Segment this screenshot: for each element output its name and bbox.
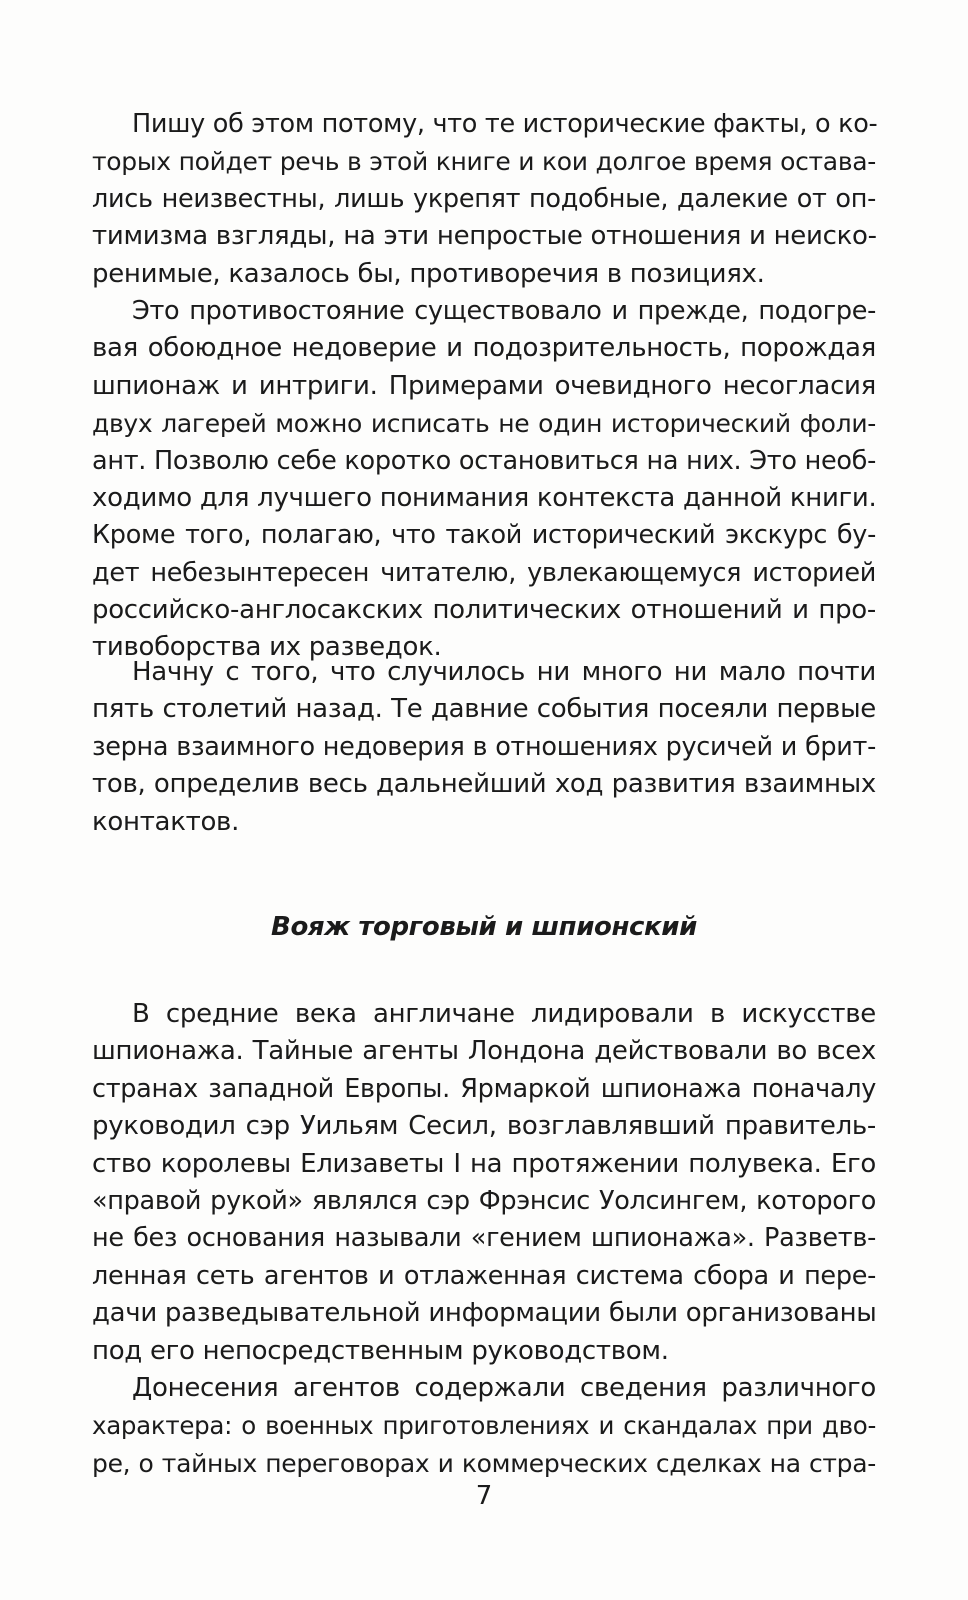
text-line: тивоборства их разведок. [92, 632, 442, 663]
text-line: дачи разведывательной информации были организованы [92, 1298, 877, 1329]
text-line: ант. Позволю себе коротко остановиться на них. Это необ- [92, 445, 876, 476]
text-line: дет небезынтересен читателю, увлекающемуся историей [92, 557, 876, 588]
text-line: Кроме того, полагаю, что такой исторический экскурс бу- [92, 520, 876, 551]
text-block-bottom [92, 996, 876, 1482]
text-line: пять столетий назад. Те давние события посеяли первые [92, 694, 876, 725]
text-line: вая обоюдное недоверие и подозрительность, порождая [92, 333, 876, 364]
text-line: тимизма взгляды, на эти непростые отношения и неиско- [92, 221, 877, 252]
text-line: Пишу об этом потому, что те исторические факты, о ко- [132, 109, 878, 139]
text-line: В средние века англичане лидировали в искусстве [132, 999, 876, 1029]
text-block-middle [92, 654, 876, 841]
text-line: «правой рукой» являлся сэр Фрэнсис Уолсингем, которого [92, 1185, 876, 1216]
text-line: шпионаж и интриги. Примерами очевидного несогласия [92, 370, 876, 401]
text-line: руководил сэр Уильям Сесил, возглавлявший правитель- [92, 1111, 876, 1142]
text-line: Начну с того, что случилось ни много ни мало почти [132, 657, 876, 687]
text-line: двух лагерей можно исписать не один исторический фоли- [92, 409, 876, 439]
text-line: торых пойдет речь в этой книге и кои долгое время остава- [92, 147, 876, 177]
text-line: тов, определив весь дальнейший ход развития взаимных [92, 769, 876, 800]
page-number: 7 [475, 1481, 493, 1511]
text-line: под его непосредственным руководством. [92, 1335, 669, 1366]
text-line: контактов. [92, 806, 240, 837]
text-line: ходимо для лучшего понимания контекста данной книги. [92, 482, 877, 513]
text-line: странах западной Европы. Ярмаркой шпионажа поначалу [92, 1073, 876, 1104]
text-line: шпионажа. Тайные агенты Лондона действовали во всех [92, 1036, 876, 1067]
text-line: зерна взаимного недоверия в отношениях русичей и брит- [92, 731, 876, 762]
text-line: Это противостояние существовало и прежде, подогре- [132, 295, 876, 326]
text-line: лись неизвестны, лишь укрепят подобные, далекие от оп- [92, 183, 876, 214]
text-line: не без основания называли «гением шпионажа». Разветв- [92, 1223, 876, 1254]
text-line: ство королевы Елизаветы I на протяжении полувека. Его [92, 1148, 876, 1179]
text-line: российско-англосакских политических отношений и про- [92, 595, 876, 626]
text-line: ре, о тайных переговорах и коммерческих сделках на стра- [92, 1448, 876, 1478]
text-line: характера: о военных приготовлениях и скандалах при дво- [92, 1411, 876, 1441]
text-block-top [92, 106, 876, 667]
text-line: ленная сеть агентов и отлаженная система сбора и пере- [92, 1260, 876, 1291]
text-line: ренимые, казалось бы, противоречия в позициях. [92, 258, 765, 289]
section-heading: Вояж торговый и шпионский [271, 912, 697, 942]
text-line: Донесения агентов содержали сведения различного [132, 1372, 876, 1403]
